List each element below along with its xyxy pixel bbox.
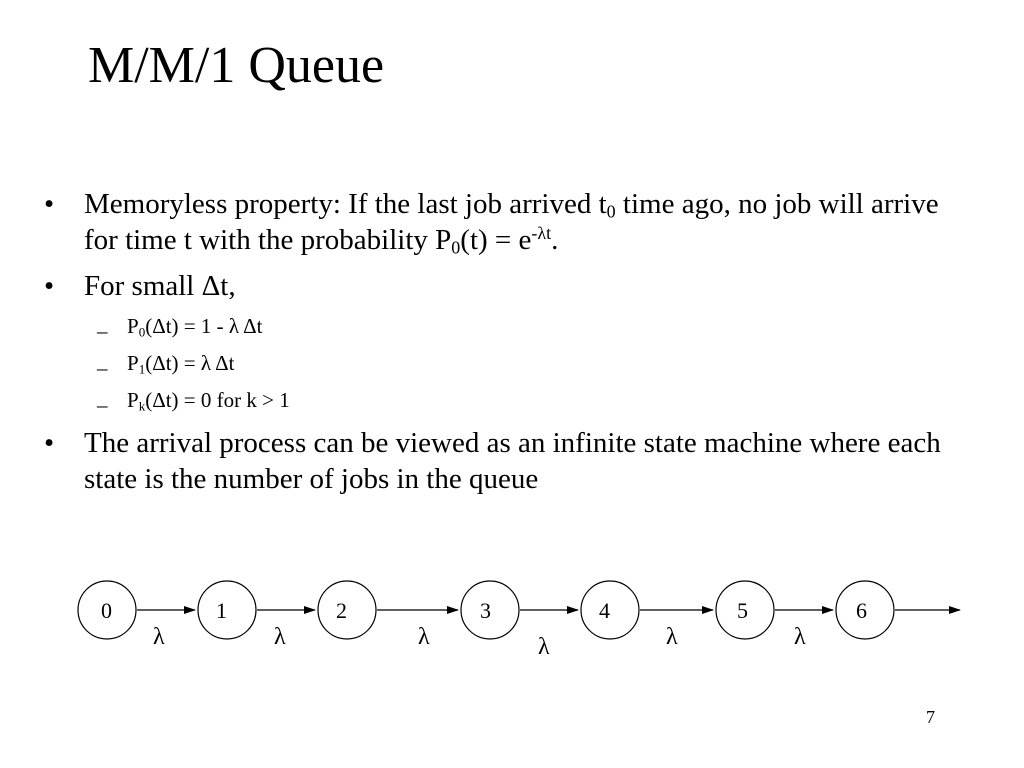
transition-rate-label: λ — [274, 624, 286, 650]
subscript: k — [138, 398, 146, 414]
state-node — [461, 581, 519, 639]
sub-bullet-p: P — [127, 351, 139, 375]
state-label: 2 — [336, 598, 347, 623]
state-label: 5 — [737, 598, 748, 623]
sub-bullet-p: P — [127, 388, 139, 412]
bullet-small-dt: For small Δt, — [84, 270, 236, 302]
state-label: 6 — [856, 598, 867, 623]
sub-bullet-p: P — [127, 314, 139, 338]
bullet-text: time ago, no job will arrive for time t with the probability P — [84, 188, 939, 256]
subscript: 0 — [451, 237, 461, 258]
sub-bullet-marker: – — [97, 393, 108, 417]
state-label: 0 — [101, 598, 112, 623]
state-node — [836, 581, 894, 639]
subscript: 0 — [606, 201, 616, 222]
transition-rate-label: λ — [666, 624, 678, 650]
transition-rate-label: λ — [538, 634, 550, 660]
state-node — [198, 581, 256, 639]
bullet-text: . — [551, 224, 559, 256]
state-node — [716, 581, 774, 639]
superscript: -λt — [531, 223, 552, 244]
bullet-arrival-process: The arrival process can be viewed as an infinite state machine where each state is the number of jobs in the queue — [84, 427, 941, 495]
bullet-marker: • — [44, 427, 55, 459]
bullet-marker: • — [44, 270, 55, 302]
state-label: 1 — [216, 598, 227, 623]
transition-rate-label: λ — [153, 624, 165, 650]
sub-bullet-rest: (Δt) = 1 - λ Δt — [145, 314, 263, 338]
sub-bullet-rest: (Δt) = 0 for k > 1 — [145, 388, 290, 412]
bullet-marker: • — [44, 188, 55, 220]
transition-rate-label: λ — [794, 624, 806, 650]
subscript: 0 — [138, 324, 146, 340]
subscript: 1 — [138, 361, 146, 377]
sub-bullet-rest: (Δt) = λ Δt — [145, 351, 235, 375]
state-label: 3 — [480, 598, 491, 623]
state-label: 4 — [599, 598, 610, 623]
state-node — [581, 581, 639, 639]
bullet-text: (t) = e — [460, 224, 532, 256]
slide-title: M/M/1 Queue — [88, 37, 385, 94]
state-node — [318, 581, 376, 639]
page-number: 7 — [926, 707, 935, 727]
sub-bullet-marker: – — [97, 319, 108, 343]
sub-bullet-marker: – — [97, 356, 108, 380]
bullet-text: Memoryless property: If the last job arrived t — [84, 188, 607, 220]
transition-rate-label: λ — [418, 624, 430, 650]
state-node — [78, 581, 136, 639]
